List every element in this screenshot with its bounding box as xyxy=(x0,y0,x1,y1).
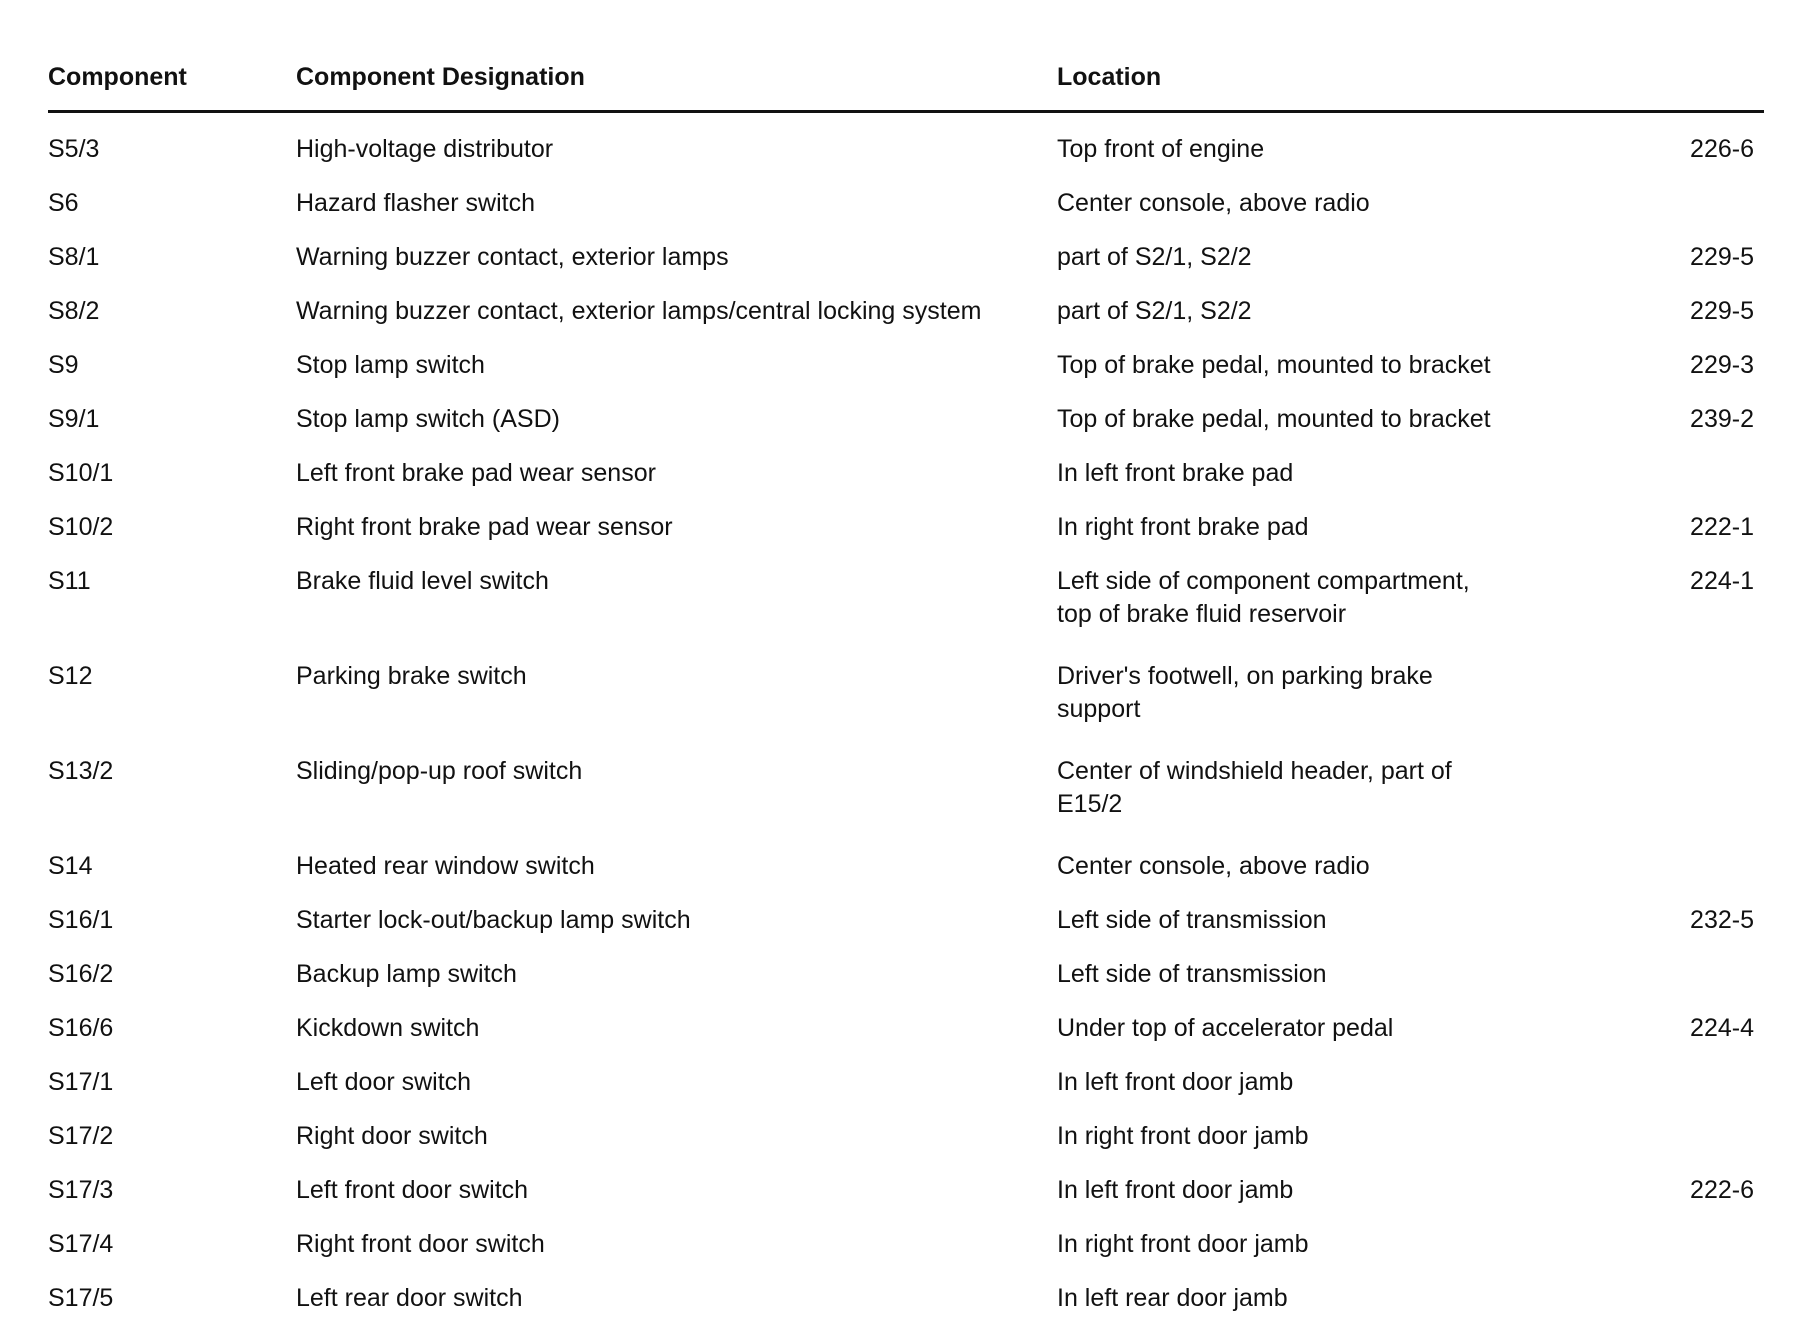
location-line: In left front door jamb xyxy=(1057,1176,1294,1204)
cell-location xyxy=(1057,295,1557,329)
location-line: In right front door jamb xyxy=(1057,1230,1309,1258)
cell-component: S16/6 xyxy=(48,1014,114,1042)
cell-designation: Left door switch xyxy=(296,1068,472,1096)
cell-reference: 222-1 xyxy=(1690,513,1754,541)
table-row xyxy=(48,339,1768,393)
cell-component: S17/2 xyxy=(48,1122,114,1150)
cell-location xyxy=(1057,241,1557,275)
cell-designation: Left front brake pad wear sensor xyxy=(296,459,656,487)
table-row xyxy=(48,177,1768,231)
cell-component: S17/3 xyxy=(48,1176,114,1204)
table-row xyxy=(48,1218,1768,1272)
cell-location xyxy=(1057,133,1557,167)
cell-designation: Backup lamp switch xyxy=(296,960,517,988)
location-line: part of S2/1, S2/2 xyxy=(1057,243,1252,271)
cell-location xyxy=(1057,850,1557,884)
table-row xyxy=(48,1056,1768,1110)
location-line: E15/2 xyxy=(1057,790,1123,818)
table-row xyxy=(48,123,1768,177)
cell-component: S16/1 xyxy=(48,906,114,934)
cell-reference xyxy=(1557,1282,1760,1316)
cell-location xyxy=(1057,904,1557,938)
location-line: Driver's footwell, on parking brake xyxy=(1057,662,1433,690)
table-header xyxy=(48,44,1768,110)
component-table xyxy=(48,44,1768,1326)
table-row xyxy=(48,840,1768,894)
cell-component: S10/2 xyxy=(48,513,114,541)
cell-reference xyxy=(1557,187,1760,221)
location-line: part of S2/1, S2/2 xyxy=(1057,297,1252,325)
location-line: Top front of engine xyxy=(1057,135,1265,163)
cell-component: S8/1 xyxy=(48,243,100,271)
cell-reference: 222-6 xyxy=(1690,1176,1754,1204)
table-row xyxy=(48,501,1768,555)
cell-component: S11 xyxy=(48,567,91,595)
location-line: Top of brake pedal, mounted to bracket xyxy=(1057,405,1491,433)
cell-location xyxy=(1057,457,1557,491)
cell-designation: Sliding/pop-up roof switch xyxy=(296,757,583,785)
cell-component: S5/3 xyxy=(48,135,100,163)
cell-reference xyxy=(1557,850,1760,884)
table-row xyxy=(48,1110,1768,1164)
cell-location xyxy=(1057,1066,1557,1100)
cell-designation: Warning buzzer contact, exterior lamps xyxy=(296,243,729,271)
cell-designation: Parking brake switch xyxy=(296,662,527,690)
cell-reference: 224-4 xyxy=(1690,1014,1754,1042)
cell-component: S6 xyxy=(48,189,79,217)
cell-component: S13/2 xyxy=(48,757,114,785)
cell-reference xyxy=(1557,1066,1760,1100)
table-row xyxy=(48,745,1768,840)
cell-designation: Left front door switch xyxy=(296,1176,529,1204)
cell-location xyxy=(1057,403,1557,437)
cell-component: S17/4 xyxy=(48,1230,114,1258)
cell-location xyxy=(1057,1282,1557,1316)
cell-designation: Kickdown switch xyxy=(296,1014,480,1042)
cell-reference: 239-2 xyxy=(1690,405,1754,433)
cell-location xyxy=(1057,511,1557,545)
cell-component: S16/2 xyxy=(48,960,114,988)
cell-component: S9 xyxy=(48,351,79,379)
header-component: Component xyxy=(48,62,187,91)
cell-designation: Left rear door switch xyxy=(296,1284,523,1312)
cell-designation: Heated rear window switch xyxy=(296,852,595,880)
header-location: Location xyxy=(1057,62,1162,91)
location-line: Under top of accelerator pedal xyxy=(1057,1014,1394,1042)
cell-component: S10/1 xyxy=(48,459,114,487)
cell-designation: Stop lamp switch xyxy=(296,351,485,379)
location-line: In left rear door jamb xyxy=(1057,1284,1288,1312)
cell-location xyxy=(1057,755,1557,822)
cell-designation: Hazard flasher switch xyxy=(296,189,535,217)
cell-reference xyxy=(1557,1228,1760,1262)
cell-reference xyxy=(1557,958,1760,992)
location-line: Left side of transmission xyxy=(1057,960,1327,988)
cell-designation: Right door switch xyxy=(296,1122,488,1150)
cell-designation: Right front brake pad wear sensor xyxy=(296,513,673,541)
cell-location xyxy=(1057,1120,1557,1154)
cell-reference: 224-1 xyxy=(1690,567,1754,595)
cell-designation: Stop lamp switch (ASD) xyxy=(296,405,560,433)
cell-designation: Starter lock-out/backup lamp switch xyxy=(296,906,691,934)
location-line: Center console, above radio xyxy=(1057,189,1370,217)
location-line: In left front brake pad xyxy=(1057,459,1294,487)
location-line: support xyxy=(1057,695,1141,723)
location-line: Top of brake pedal, mounted to bracket xyxy=(1057,351,1491,379)
cell-component: S17/1 xyxy=(48,1068,114,1096)
cell-location xyxy=(1057,565,1557,632)
location-line: In right front brake pad xyxy=(1057,513,1309,541)
location-line: Center of windshield header, part of xyxy=(1057,757,1452,785)
location-line: Left side of transmission xyxy=(1057,906,1327,934)
header-designation: Component Designation xyxy=(296,62,585,91)
cell-location xyxy=(1057,1174,1557,1208)
cell-reference: 229-5 xyxy=(1690,297,1754,325)
table-row xyxy=(48,948,1768,1002)
cell-component: S14 xyxy=(48,852,93,880)
cell-location xyxy=(1057,958,1557,992)
table-row xyxy=(48,1164,1768,1218)
cell-component: S12 xyxy=(48,662,93,690)
cell-location xyxy=(1057,187,1557,221)
table-row xyxy=(48,285,1768,339)
table-body xyxy=(48,123,1768,1326)
cell-reference: 226-6 xyxy=(1690,135,1754,163)
cell-reference xyxy=(1557,1120,1760,1154)
cell-location xyxy=(1057,1012,1557,1046)
cell-reference xyxy=(1557,457,1760,491)
cell-reference: 232-5 xyxy=(1690,906,1754,934)
cell-designation: Right front door switch xyxy=(296,1230,545,1258)
table-row xyxy=(48,1002,1768,1056)
cell-designation: Brake fluid level switch xyxy=(296,567,549,595)
location-line: In left front door jamb xyxy=(1057,1068,1294,1096)
cell-component: S9/1 xyxy=(48,405,100,433)
location-line: Left side of component compartment, xyxy=(1057,567,1470,595)
cell-component: S17/5 xyxy=(48,1284,114,1312)
table-row xyxy=(48,447,1768,501)
location-line: Center console, above radio xyxy=(1057,852,1370,880)
cell-reference xyxy=(1557,660,1760,727)
cell-designation: Warning buzzer contact, exterior lamps/central locking system xyxy=(296,297,982,325)
cell-location xyxy=(1057,660,1557,727)
location-line: In right front door jamb xyxy=(1057,1122,1309,1150)
table-row xyxy=(48,555,1768,650)
cell-reference: 229-3 xyxy=(1690,351,1754,379)
table-row xyxy=(48,1272,1768,1326)
cell-component: S8/2 xyxy=(48,297,100,325)
table-row xyxy=(48,650,1768,745)
header-rule xyxy=(48,110,1764,113)
table-row xyxy=(48,231,1768,285)
table-row xyxy=(48,393,1768,447)
cell-reference xyxy=(1557,755,1760,822)
location-line: top of brake fluid reservoir xyxy=(1057,600,1347,628)
cell-location xyxy=(1057,349,1557,383)
cell-designation: High-voltage distributor xyxy=(296,135,554,163)
cell-location xyxy=(1057,1228,1557,1262)
table-row xyxy=(48,894,1768,948)
cell-reference: 229-5 xyxy=(1690,243,1754,271)
